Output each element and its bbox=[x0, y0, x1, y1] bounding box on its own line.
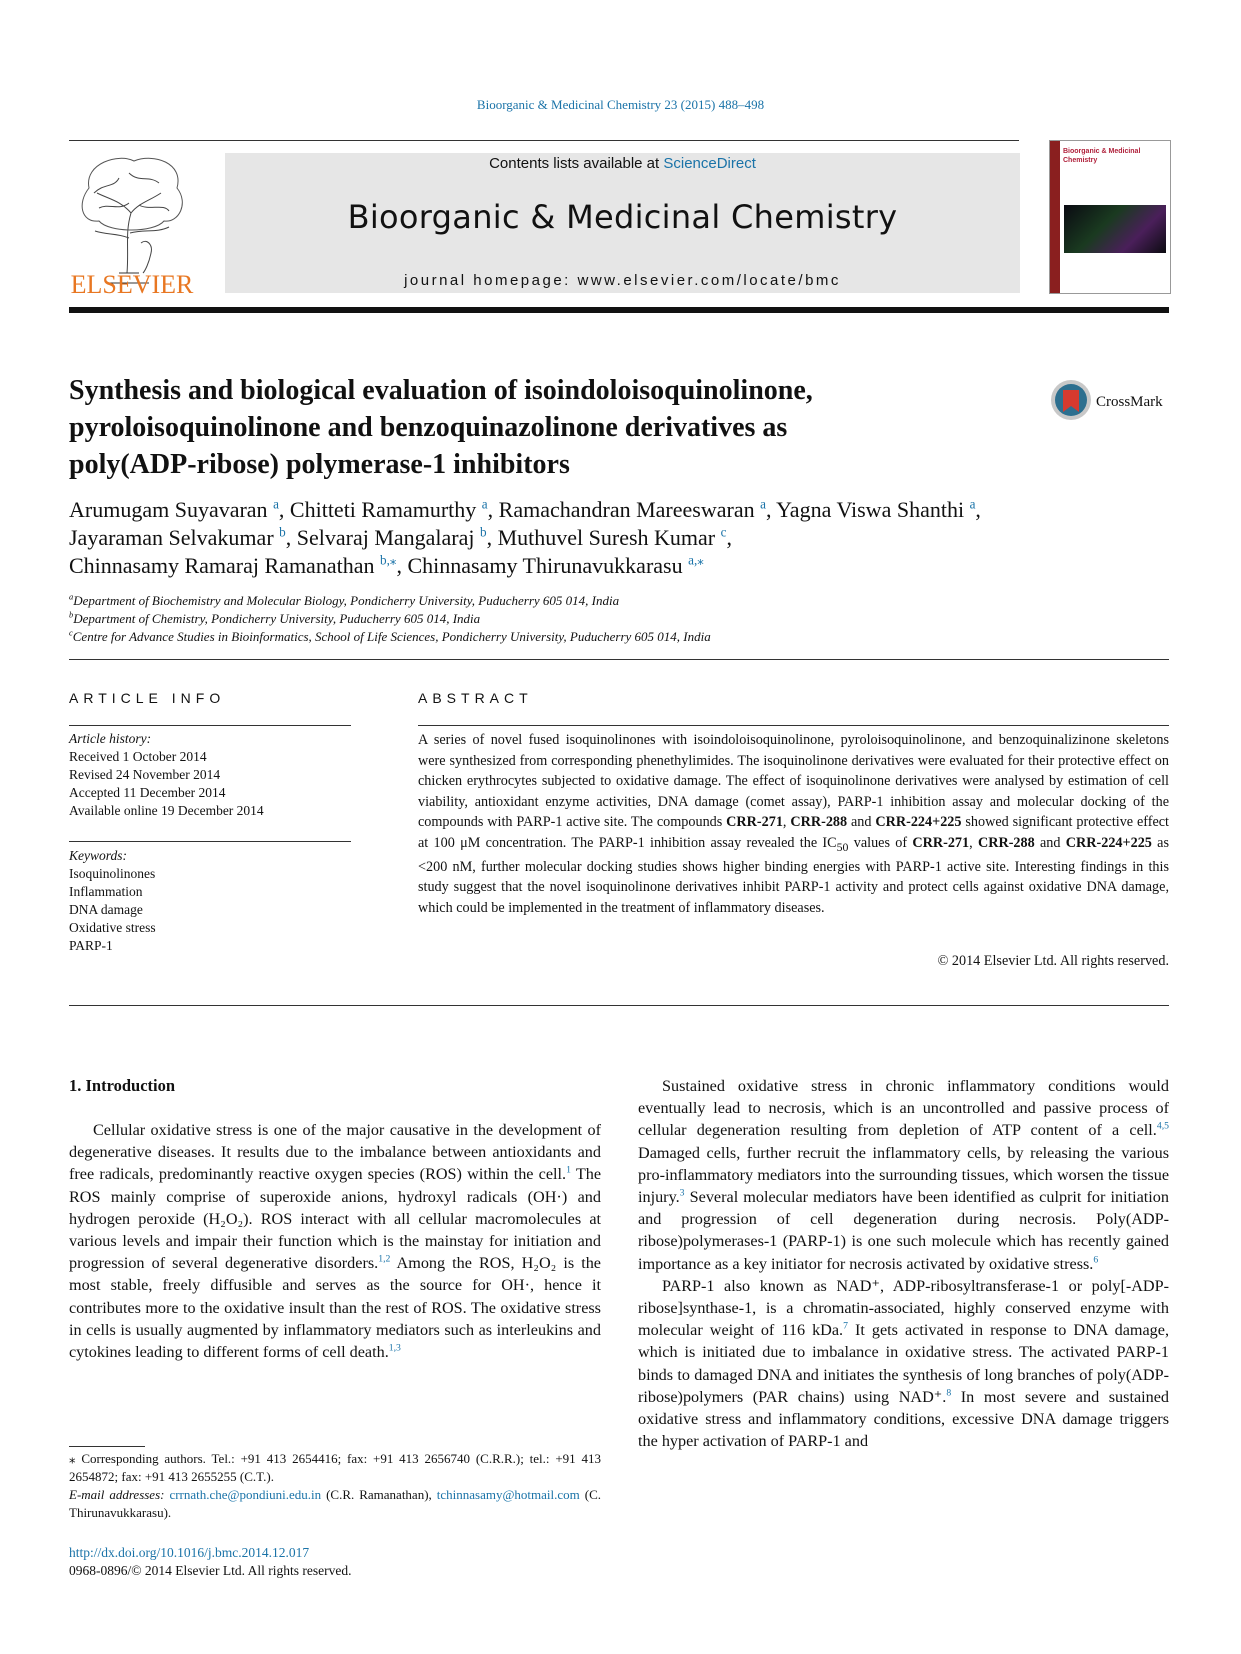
author-affiliation[interactable]: a bbox=[273, 496, 279, 512]
article-title bbox=[69, 372, 989, 483]
abstract-segment: and bbox=[847, 814, 876, 830]
journal-reference[interactable]: Bioorganic & Medicinal Chemistry 23 (2015) 488–498 bbox=[476, 97, 765, 112]
abstract-segment: and bbox=[1034, 834, 1066, 851]
citation-ref[interactable]: 6 bbox=[1093, 1254, 1099, 1266]
email-link[interactable]: tchinnasamy@hotmail.com bbox=[436, 1487, 580, 1502]
journal-cover-thumbnail[interactable] bbox=[1049, 140, 1171, 294]
cover-image bbox=[1064, 205, 1166, 253]
body-rule bbox=[69, 1005, 1169, 1006]
history-label: Article history: bbox=[69, 731, 152, 746]
affiliations bbox=[69, 592, 1169, 646]
author-affiliation[interactable]: c bbox=[720, 524, 727, 540]
paragraph-segment: The ROS mainly comprise of superoxide anions, hydroxyl radicals (OH·) and hydrogen peroxide (H₂O₂). ROS interact with all cellular macromolecules at various levels and impair their function which is the mainstay for initiation and progression of several degenerative disorders. bbox=[69, 1165, 601, 1273]
history-item: Available online 19 December 2014 bbox=[69, 803, 264, 818]
keyword-item: Oxidative stress bbox=[69, 920, 156, 935]
author-name[interactable]: Chinnasamy Ramaraj Ramanathan bbox=[69, 553, 375, 578]
email-owner: (C. Thirunavukkarasu). bbox=[69, 1487, 601, 1520]
title-line-3: poly(ADP-ribose) polymerase-1 inhibitors bbox=[69, 449, 570, 480]
email-owner: (C.R. Ramanathan), bbox=[321, 1487, 437, 1502]
email-label: E-mail addresses: bbox=[69, 1487, 170, 1502]
corresponding-contact: ⁎ Corresponding authors. Tel.: +91 413 2654416; fax: +91 413 2656740 (C.R.R.); tel.: +91 413 2654872; fax: +91 413 2655255 (C.T.). bbox=[69, 1451, 601, 1484]
abstract-text bbox=[418, 730, 1169, 918]
affiliation-text: Department of Biochemistry and Molecular Biology, Pondicherry University, Puducherry 605 014, India bbox=[73, 593, 620, 608]
author-list: Arumugam Suyavaran $^a$, Chitteti Ramamurthy $^a$, Ramachandran Mareeswaran $^a$, Yagna Viswa Shanthi $^a$, Jayaraman Selvakumar $^b$, Selvaraj Mangalaraj $^b$, Muthuvel Suresh Kumar $^c$, Chinnasamy Ramaraj Ramanathan $^{b,⁎}$, Chinnasamy Thirunavukkarasu $^{a,⁎}$ bbox=[69, 496, 981, 578]
author-name[interactable]: Ramachandran Mareeswaran bbox=[498, 497, 755, 522]
keywords-label: Keywords: bbox=[69, 848, 127, 863]
abstract-segment: as <200 nM, further molecular docking studies shows higher binding energies with PARP-1 active site. Interesting findings in this study suggest that the novel isoquinolinone derivatives inhibit PARP-1 activity and protect cells against oxidative DNA damage, which could be implemented in the treatment of inflammatory diseases. bbox=[418, 834, 1169, 916]
abstract-rule bbox=[418, 725, 1169, 726]
intro-paragraph-2 bbox=[638, 1075, 1169, 1275]
history-item: Accepted 11 December 2014 bbox=[69, 785, 226, 800]
affiliation-key: b bbox=[69, 609, 74, 620]
keywords bbox=[69, 847, 359, 955]
author-name[interactable]: Arumugam Suyavaran bbox=[69, 497, 268, 522]
issn-copyright: 0968-0896/© 2014 Elsevier Ltd. All rights reserved. bbox=[69, 1563, 352, 1578]
affiliation-key: c bbox=[69, 627, 73, 638]
author-affiliation[interactable]: b,⁎ bbox=[379, 552, 397, 568]
keyword-item: Isoquinolinones bbox=[69, 866, 156, 881]
citation-ref[interactable]: 8 bbox=[946, 1387, 952, 1399]
paragraph-segment: It gets activated in response to DNA damage, which is initiated due to imbalance in oxidative stress. The activated PARP-1 binds to damaged DNA and initiates the synthesis of long branches of poly(ADP-ribose)polymers (PAR chains) using NAD⁺. bbox=[638, 1321, 1169, 1406]
citation-ref[interactable]: 3 bbox=[679, 1187, 685, 1199]
affiliation-item bbox=[69, 592, 1169, 610]
author-affiliation[interactable]: a bbox=[481, 496, 488, 512]
paragraph-segment: Among the ROS, H₂O₂ is the most stable, freely diffusible and serves as the source for OH·, hence it contributes more to the oxidative insult than the rest of ROS. The oxidative stress in cells is usually augmented by inflammatory mediators such as interleukins and cytokines leading to different forms of cell death. bbox=[69, 1254, 601, 1362]
paragraph-segment: PARP-1 also known as NAD⁺, ADP-ribosyltransferase-1 or poly[-ADP-ribose]synthase-1, is a chromatin-associated, highly conserved enzyme with molecular weight of 116 kDa. bbox=[638, 1276, 1169, 1340]
author-affiliation[interactable]: a bbox=[760, 496, 766, 512]
corresponding-author-footnote bbox=[69, 1450, 601, 1522]
author-affiliation[interactable]: b bbox=[279, 524, 286, 540]
section-heading-introduction: 1. Introduction bbox=[69, 1076, 176, 1095]
footnote-rule bbox=[69, 1446, 145, 1447]
affiliation-item bbox=[69, 610, 1169, 628]
keyword-item: Inflammation bbox=[69, 884, 143, 899]
right-column bbox=[638, 1075, 1169, 1452]
cover-title: Bioorganic & Medicinal Chemistry bbox=[1063, 148, 1141, 164]
title-line-2: pyroloisoquinolinone and benzoquinazolinone derivatives as bbox=[69, 412, 788, 443]
keywords-rule bbox=[69, 841, 351, 842]
citation-ref[interactable]: 7 bbox=[843, 1320, 848, 1332]
header-rule bbox=[69, 140, 1019, 141]
compound-label: CRR-224+225 bbox=[875, 814, 962, 830]
ic50-subscript: 50 bbox=[836, 839, 849, 854]
affiliation-text: Department of Chemistry, Pondicherry University, Puducherry 605 014, India bbox=[73, 611, 481, 626]
citation-ref[interactable]: 1 bbox=[566, 1165, 571, 1177]
author-name[interactable]: Selvaraj Mangalaraj bbox=[296, 525, 475, 550]
abstract-copyright: © 2014 Elsevier Ltd. All rights reserved. bbox=[937, 953, 1169, 969]
history-item: Received 1 October 2014 bbox=[69, 749, 207, 764]
citation-ref[interactable]: 4,5 bbox=[1156, 1121, 1169, 1133]
compound-label: CRR-224+225 bbox=[1065, 834, 1152, 851]
abstract-segment: , bbox=[969, 834, 978, 851]
doi-link[interactable]: http://dx.doi.org/10.1016/j.bmc.2014.12.017 bbox=[69, 1545, 310, 1560]
author-affiliation[interactable]: b bbox=[480, 524, 487, 540]
cover-band bbox=[1050, 141, 1060, 293]
compound-label: CRR-271 bbox=[726, 814, 783, 830]
author-affiliation[interactable]: a,⁎ bbox=[688, 552, 704, 568]
paragraph-segment: In most severe and sustained oxidative stress and inflammatory conditions, excessive DNA damage triggers the hyper activation of PARP-1 and bbox=[638, 1387, 1169, 1451]
keyword-item: PARP-1 bbox=[69, 938, 113, 953]
abstract-segment: , bbox=[782, 814, 791, 830]
article-info-heading: ARTICLE INFO bbox=[69, 690, 226, 706]
journal-homepage[interactable]: journal homepage: www.elsevier.com/locate/bmc bbox=[404, 272, 841, 289]
citation-ref[interactable]: 1,2 bbox=[378, 1253, 391, 1265]
paragraph-segment: Damaged cells, further recruit the inflammatory cells, by releasing the various pro-inflammatory mediators into the surrounding tissues, which worsen the tissue injury. bbox=[638, 1143, 1169, 1207]
abstract-segment: showed significant protective effect at 100 μM concentration. The PARP-1 inhibition assay revealed the IC bbox=[418, 814, 1170, 851]
header-thick-rule bbox=[69, 307, 1169, 313]
keyword-item: DNA damage bbox=[69, 902, 143, 917]
affiliation-key: a bbox=[69, 591, 74, 602]
paragraph-segment: Several molecular mediators have been identified as culprit for initiation and progression of cell degeneration during necrosis. Poly(ADP-ribose)polymerases-1 (PARP-1) is one such molecule which has recently gained importance as a key initiator for necrosis activated by oxidative stress. bbox=[638, 1188, 1169, 1273]
intro-paragraph-1 bbox=[69, 1119, 601, 1363]
author-name[interactable]: Chinnasamy Thirunavukkarasu bbox=[407, 553, 683, 578]
author-name[interactable]: Jayaraman Selvakumar bbox=[69, 525, 274, 550]
elsevier-wordmark[interactable]: ELSEVIER bbox=[70, 270, 194, 299]
article-history bbox=[69, 730, 359, 820]
affiliation-text: Centre for Advance Studies in Bioinformatics, School of Life Sciences, Pondicherry University, Puducherry 605 014, India bbox=[72, 629, 711, 644]
affiliation-item bbox=[69, 628, 1169, 646]
intro-paragraph-3 bbox=[638, 1275, 1169, 1453]
abstract-segment: values of bbox=[848, 834, 913, 851]
compound-label: CRR-288 bbox=[977, 834, 1035, 851]
section-rule bbox=[69, 659, 1169, 660]
crossmark-label[interactable]: CrossMark bbox=[1096, 394, 1163, 410]
article-info-rule bbox=[69, 725, 351, 726]
abstract-heading: ABSTRACT bbox=[418, 690, 533, 706]
paragraph-segment: Cellular oxidative stress is one of the major causative in the development of degenerative diseases. It results due to the imbalance between antioxidants and free radicals, predominantly reactive oxygen species (ROS) within the cell. bbox=[69, 1121, 601, 1184]
email-line bbox=[69, 1486, 601, 1522]
email-link[interactable]: crrnath.che@pondiuni.edu.in bbox=[169, 1487, 322, 1502]
history-item: Revised 24 November 2014 bbox=[69, 767, 221, 782]
contents-line bbox=[225, 155, 1020, 172]
citation-ref[interactable]: 1,3 bbox=[388, 1342, 401, 1354]
author-name[interactable]: Muthuvel Suresh Kumar bbox=[497, 525, 716, 550]
author-name[interactable]: Yagna Viswa Shanthi bbox=[776, 497, 965, 522]
journal-title: Bioorganic & Medicinal Chemistry bbox=[347, 198, 898, 236]
compound-label: CRR-288 bbox=[790, 814, 848, 830]
contents-prefix: Contents lists available at bbox=[489, 155, 664, 172]
paragraph-segment: Sustained oxidative stress in chronic inflammatory conditions would eventually lead to necrosis, which is an uncontrolled and passive process of cellular degeneration resulting from depletion of ATP content of a cell. bbox=[638, 1077, 1169, 1140]
author-affiliation[interactable]: a bbox=[969, 496, 976, 512]
compound-label: CRR-271 bbox=[912, 834, 970, 851]
abstract-segment: A series of novel fused isoquinolinones with isoindoloisoquinolinone, pyroloisoquinolinone, and benzoquinalizinone skeletons were synthesized from corresponding phenethylimides. The isoquinolinone derivatives were evaluated for their protective effect on chicken erythrocytes subjected to oxidative damage. The effect of isoquinolinone derivatives were analysed by estimation of cell viability, antioxidant enzyme activities, DNA damage (comet assay), PARP-1 inhibition assay and molecular docking of the compounds with PARP-1 active site. The compounds bbox=[418, 732, 1169, 830]
author-name[interactable]: Chitteti Ramamurthy bbox=[289, 497, 477, 522]
title-line-1: Synthesis and biological evaluation of isoindoloisoquinolinone, bbox=[69, 375, 813, 406]
sciencedirect-link[interactable]: ScienceDirect bbox=[663, 155, 756, 172]
